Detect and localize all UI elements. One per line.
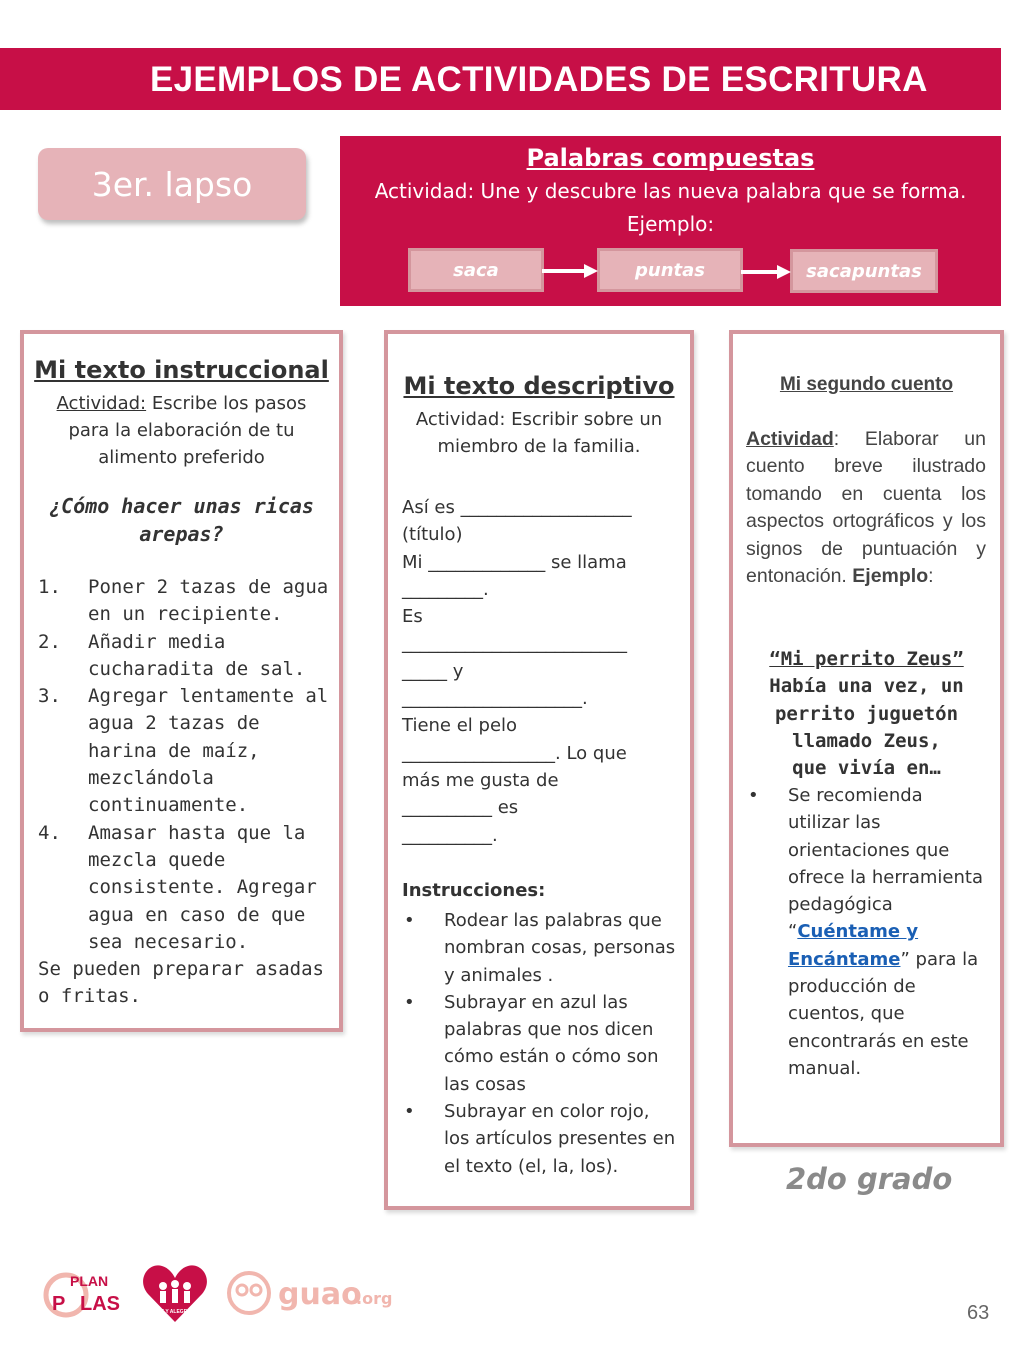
descriptive-text-card — [384, 330, 694, 1210]
arrow-right-icon — [741, 262, 793, 282]
instructional-title: Mi texto instruccional — [34, 356, 329, 384]
list-item: • Se recomienda utilizar las orientaciones que ofrece la herramienta pedagógica “Cuéntame y Encántame” para la producción de cuentos, que encontrarás en este manual. — [748, 785, 983, 1079]
compound-words-activity: Actividad: Une y descubre las nueva palabra que se forma. — [374, 179, 967, 203]
instructional-note: Se pueden preparar asadas o fritas. — [38, 958, 324, 1008]
second-story-card — [729, 330, 1004, 1147]
cuentame-link[interactable]: Cuéntame y Encántame — [788, 921, 919, 970]
recommendation-list — [746, 782, 984, 1082]
list-item: 2. Añadir media cucharadita de sal. — [38, 630, 306, 680]
story-title: “Mi perrito Zeus” — [769, 648, 964, 670]
word-box-sacapuntas: sacapuntas — [790, 249, 938, 293]
list-item: • Subrayar en azul las palabras que nos dicen cómo están o cómo son las cosas — [404, 991, 659, 1095]
lapso-badge: 3er. lapso — [38, 148, 306, 220]
grade-label: 2do grado — [786, 1162, 953, 1196]
activity-text: Escribe los pasos para la elaboración de tu alimento preferido — [68, 393, 307, 468]
svg-text:.org: .org — [356, 1289, 393, 1308]
list-item: 3. Agregar lentamente al agua 2 tazas de harina de maíz, mezclándola continuamente. — [38, 685, 329, 817]
page-title: EJEMPLOS DE ACTIVIDADES DE ESCRITURA — [150, 60, 928, 99]
page-number: 63 — [967, 1302, 990, 1324]
svg-text:P: P — [52, 1293, 66, 1315]
instructional-question: ¿Cómo hacer unas ricas arepas? — [49, 494, 314, 546]
activity-label: Actividad — [746, 428, 834, 450]
steps-list — [38, 574, 333, 956]
list-item: • Subrayar en color rojo, los artículos presentes en el texto (el, la, los). — [404, 1101, 676, 1177]
word-box-puntas: puntas — [597, 248, 743, 292]
activity-label: Actividad: — [56, 393, 147, 414]
fe-y-alegria-logo-icon — [142, 1262, 208, 1324]
instructions-label: Instrucciones: — [402, 880, 546, 901]
list-item: 1. Poner 2 tazas de agua en un recipiente. — [38, 576, 329, 626]
svg-text:FE Y ALEGRIA: FE Y ALEGRIA — [157, 1309, 193, 1315]
plan-pilas-logo-icon — [40, 1262, 120, 1322]
guao-logo-icon — [226, 1268, 394, 1318]
story-example: “Mi perrito Zeus” Había una vez, un perrito juguetón llamado Zeus, que vivía en… — [769, 648, 964, 780]
story-activity: Actividad: Elaborar un cuento breve ilustrado tomando en cuenta los aspectos ortográficos y los signos de puntuación y entonación. Ejemplo: — [746, 428, 986, 588]
svg-text:guao: guao — [278, 1277, 362, 1312]
story-card-title: Mi segundo cuento — [779, 374, 954, 395]
instructions-list — [402, 907, 678, 1180]
descriptive-template: Así es ___________________ (título) Mi _____________ se llama _________. Es _________________________ _____ y ____________________. Tiene el pelo _________________. Lo que más me gusta de __________ es __________. — [402, 497, 632, 846]
list-item: 4. Amasar hasta que la mezcla quede consistente. Agregar agua en caso de que sea necesario. — [38, 821, 317, 953]
svg-text:PLAN: PLAN — [70, 1273, 109, 1289]
compound-words-example-label: Ejemplo: — [626, 212, 715, 236]
instructional-text-card — [20, 330, 343, 1032]
compound-words-title: Palabras compuestas — [526, 144, 815, 172]
svg-text:LAS: LAS — [80, 1293, 120, 1315]
activity-text: : Elaborar un cuento breve ilustrado tomando en cuenta los aspectos ortográficos y los signos de puntuación y entonación. — [746, 428, 986, 588]
word-box-saca: saca — [408, 248, 544, 292]
descriptive-activity: Actividad: Escribir sobre un miembro de la familia. — [415, 409, 663, 457]
example-label: Ejemplo — [852, 565, 929, 588]
arrow-right-icon — [542, 261, 600, 281]
instructional-activity — [42, 390, 321, 471]
list-item: • Rodear las palabras que nombran cosas, personas y animales . — [404, 910, 676, 986]
descriptive-title: Mi texto descriptivo — [403, 372, 675, 400]
